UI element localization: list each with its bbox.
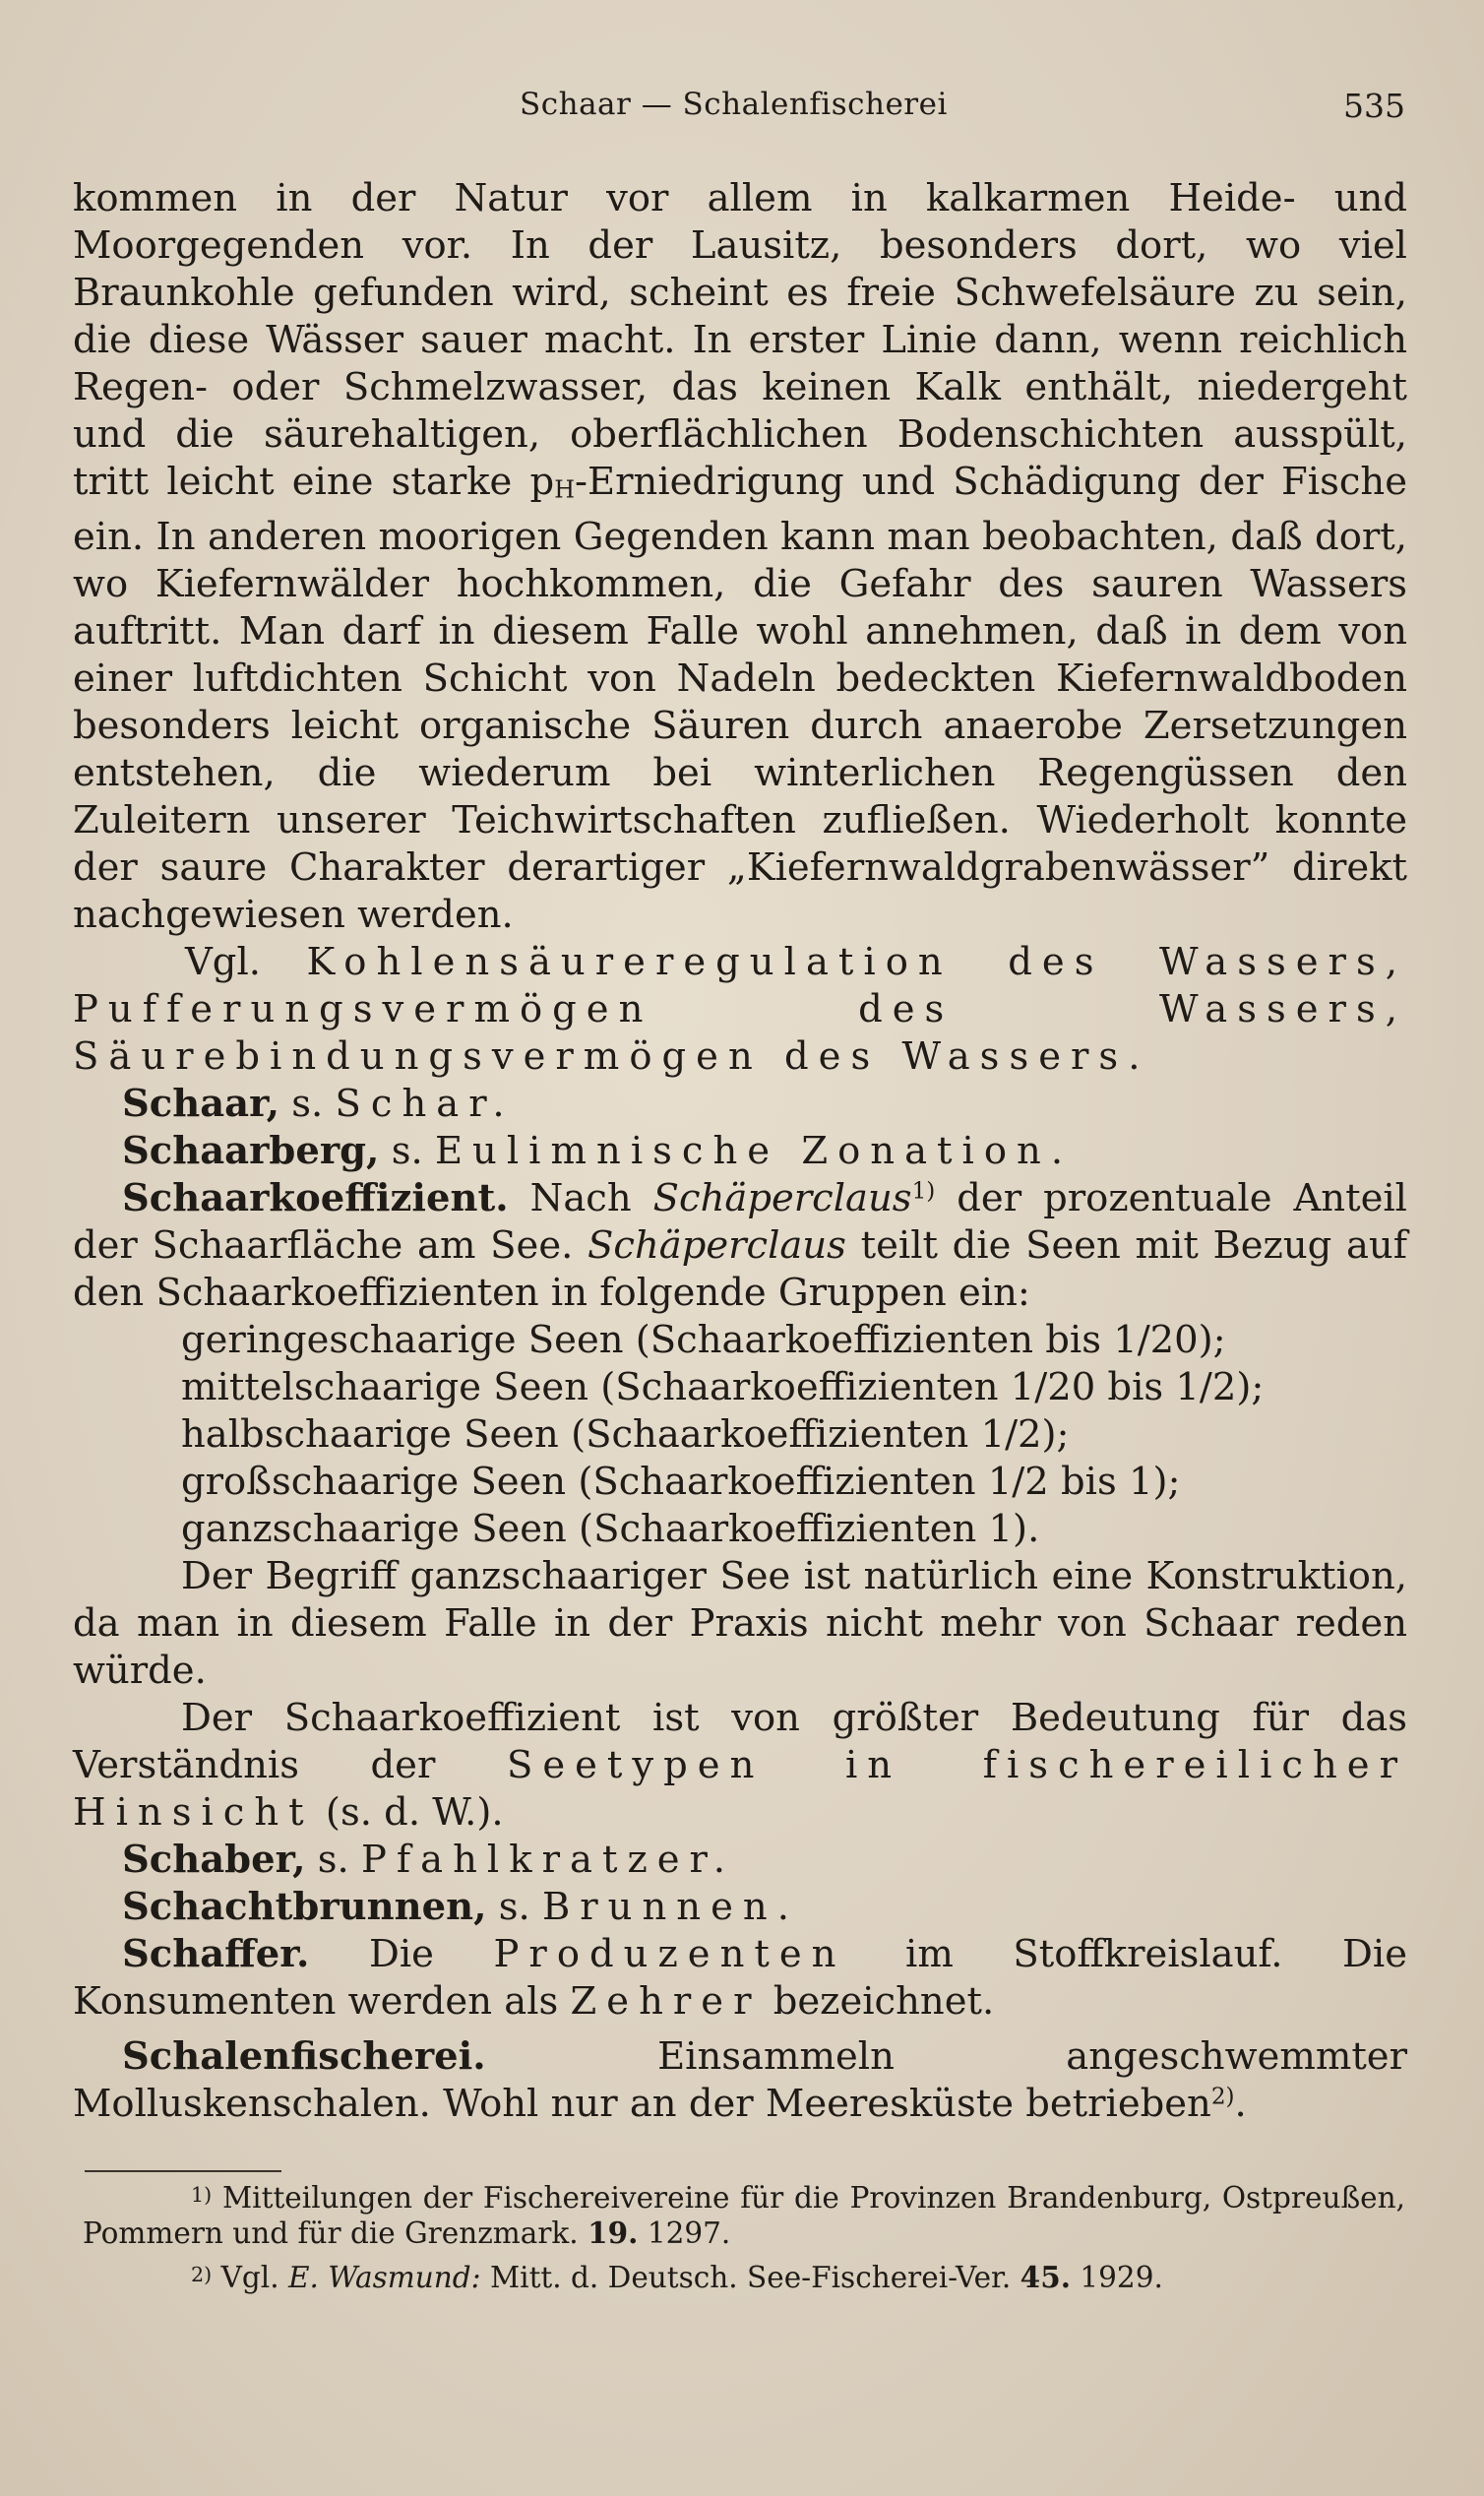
author-name: Schäperclaus bbox=[587, 1222, 846, 1268]
cross-reference: Produzenten bbox=[493, 1931, 846, 1976]
importance-paragraph bbox=[73, 1695, 1407, 1837]
headword: Schachtbrunnen, bbox=[122, 1884, 487, 1929]
cross-reference: Pfahlkratzer. bbox=[360, 1837, 735, 1882]
text: Nach bbox=[529, 1175, 632, 1220]
running-title: Schaar — Schalenfischerei bbox=[520, 87, 948, 122]
volume-number: 19. bbox=[587, 2215, 639, 2251]
intro-text-a: kommen in der Natur vor allem in kalkarmen Heide- und Moorgegenden vor. In der Lausitz, besonders dort, wo viel Braunkohle gefunden wird, scheint es freie Schwefelsäure zu sein, die diese Wässer sauer macht. In erster Linie dann, wenn reichlich Regen- oder Schmelzwasser, das keinen Kalk enthält, niedergeht und die säurehaltigen, oberflächlichen Bodenschichten ausspült, tritt leicht eine starke bbox=[73, 176, 1407, 504]
text: Der Schaarkoeffizient ist von größter Bedeutung für das Verständnis der bbox=[73, 1695, 1407, 1787]
see-label: s. bbox=[291, 1081, 324, 1126]
text: . bbox=[1234, 2081, 1247, 2126]
intro-paragraph bbox=[73, 175, 1407, 939]
entry-schalenfischerei bbox=[73, 2033, 1407, 2128]
list-item: geringeschaarige Seen (Schaarkoeffizienten bis 1/20); bbox=[181, 1317, 1226, 1362]
see-also-paragraph bbox=[73, 939, 1407, 1081]
footnote-mark: 2) bbox=[191, 2263, 213, 2287]
volume-number: 45. bbox=[1020, 2260, 1071, 2295]
cross-reference: Schar. bbox=[335, 1081, 515, 1126]
headword: Schaarberg, bbox=[122, 1128, 380, 1173]
page-number: 535 bbox=[1343, 87, 1405, 125]
entry-schaffer bbox=[73, 1931, 1407, 2026]
text: bezeichnet. bbox=[773, 1978, 995, 2024]
entry-schaarkoeffizient bbox=[73, 1175, 1407, 1317]
text: Einsammeln angeschwemmter Molluskenschalen. Wohl nur an der Meeresküste betrieben bbox=[73, 2033, 1407, 2126]
see-label: s. bbox=[317, 1837, 349, 1882]
text: der prozentuale Anteil der Schaarfläche am See. bbox=[73, 1175, 1407, 1268]
cross-reference: Eulimnische Zonation. bbox=[434, 1128, 1074, 1173]
footnote-rule bbox=[85, 2170, 281, 2172]
entry-schaber bbox=[73, 1837, 1407, 1884]
headword: Schaar, bbox=[122, 1081, 280, 1126]
headword: Schalenfischerei. bbox=[122, 2033, 486, 2079]
cross-reference: Brunnen. bbox=[541, 1884, 799, 1929]
page-ref: 1297. bbox=[647, 2216, 731, 2251]
ph-h-subscript: H bbox=[554, 475, 576, 504]
cross-references: Kohlensäureregulation des Wassers, Pufferungsvermögen des Wassers, Säurebindungsvermögen des Wassers. bbox=[73, 939, 1407, 1079]
construction-paragraph: Der Begriff ganzschaariger See ist natürlich eine Konstruktion, da man in diesem Falle in der Praxis nicht mehr von Schaar reden würde. bbox=[73, 1553, 1407, 1693]
group-list bbox=[73, 1317, 1407, 1553]
footnote-1 bbox=[83, 2177, 1405, 2251]
see-label: s. bbox=[498, 1884, 530, 1929]
entry-schaarberg bbox=[73, 1128, 1407, 1175]
list-item: großschaarige Seen (Schaarkoeffizienten 1/2 bis 1); bbox=[181, 1459, 1181, 1504]
vgl-prefix: Vgl. bbox=[185, 939, 261, 984]
footnote-2 bbox=[83, 2257, 1405, 2295]
footnote-mark: 1) bbox=[191, 2183, 213, 2207]
main-text bbox=[73, 175, 1407, 2128]
page-header bbox=[0, 87, 1484, 136]
intro-text-b: -Erniedrigung und Schädigung der Fische ein. In anderen moorigen Gegenden kann man beobachten, daß dort, wo Kiefernwälder hochkommen, die Gefahr des sauren Wassers auftritt. Man darf in diesem Falle wohl annehmen, daß in dem von einer luftdichten Schicht von Nadeln bedeckten Kiefernwaldboden besonders leicht organische Säuren durch anaerobe Zersetzungen entstehen, die wiederum bei winterlichen Regengüssen den Zuleitern unserer Teichwirtschaften zufließen. Wiederholt konnte der saure Charakter derartiger „Kiefernwaldgrabenwässer” direkt nachgewiesen werden. bbox=[73, 460, 1407, 937]
footnote-ref: 1) bbox=[911, 1177, 936, 1204]
text: teilt die Seen mit Bezug auf den Schaarkoeffizienten in folgende Gruppen ein: bbox=[73, 1222, 1407, 1315]
headword: Schaber, bbox=[122, 1837, 306, 1882]
text: im Stoffkreislauf. Die Konsumenten werden als bbox=[73, 1931, 1408, 2024]
author-name: E. Wasmund: bbox=[287, 2261, 481, 2295]
entry-schaar bbox=[73, 1081, 1407, 1128]
footnote-text: Mitt. d. Deutsch. See-Fischerei-Ver. bbox=[489, 2261, 1012, 2295]
list-item: ganzschaarige Seen (Schaarkoeffizienten 1). bbox=[181, 1506, 1040, 1551]
headword: Schaffer. bbox=[122, 1931, 310, 1976]
headword: Schaarkoeffizient. bbox=[122, 1175, 509, 1220]
ph-p: p bbox=[529, 460, 555, 504]
text: Die bbox=[368, 1931, 434, 1976]
list-item: mittelschaarige Seen (Schaarkoeffizienten 1/20 bis 1/2); bbox=[181, 1364, 1265, 1409]
cross-reference: Seetypen in fischereilicher Hinsicht bbox=[73, 1742, 1407, 1835]
footnote-text: Vgl. bbox=[220, 2261, 279, 2295]
author-name: Schäperclaus bbox=[652, 1175, 912, 1220]
list-item: halbschaarige Seen (Schaarkoeffizienten 1/2); bbox=[181, 1411, 1070, 1457]
year: 1929. bbox=[1080, 2261, 1163, 2295]
cross-reference: Zehrer bbox=[570, 1978, 762, 2024]
footnote-text: Mitteilungen der Fischereivereine für die Provinzen Brandenburg, Ostpreußen, Pommern und für die Grenzmark. bbox=[83, 2181, 1405, 2251]
entry-schachtbrunnen bbox=[73, 1884, 1407, 1931]
footnote-ref: 2) bbox=[1210, 2083, 1235, 2109]
see-label: s. bbox=[391, 1128, 423, 1173]
footnotes bbox=[83, 2177, 1405, 2295]
text: (s. d. W.). bbox=[325, 1789, 504, 1835]
